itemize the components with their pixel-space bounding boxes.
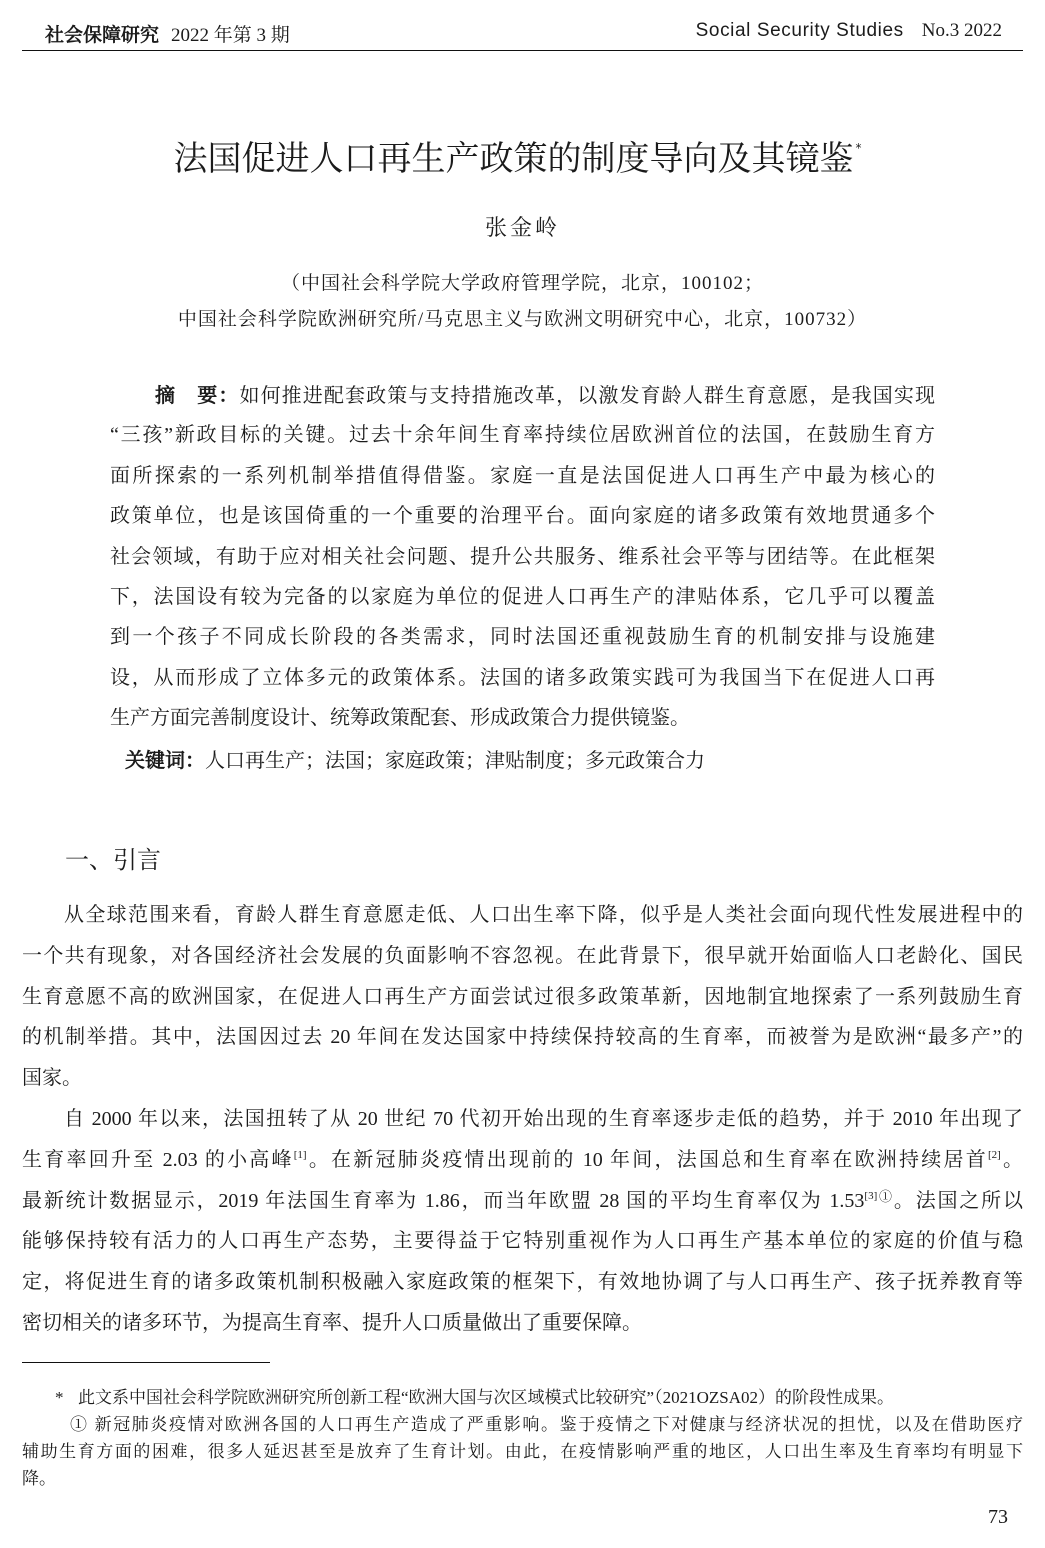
citation-2: [2] xyxy=(987,1148,1001,1161)
footnote-line: 降。 xyxy=(22,1469,56,1488)
footnote-marker: ① xyxy=(70,1415,87,1434)
keywords-label: 关键词： xyxy=(125,748,205,772)
paragraph-line: 生育意愿不高的欧洲国家，在促进人口再生产方面尝试过很多政策革新，因地制宜地探索了一系列鼓励生育 xyxy=(22,985,1023,1008)
paragraph-line: 的机制举措。其中，法国因过去 20 年间在发达国家中持续保持较高的生育率，而被誉为是欧洲“最多产”的 xyxy=(22,1026,1023,1049)
citation-3: [3] xyxy=(864,1189,878,1202)
abstract xyxy=(110,375,935,739)
body-text xyxy=(22,895,1023,1344)
abstract-line: 设，从而形成了立体多元的政策体系。法国的诸多政策实践可为我国当下在促进人口再 xyxy=(110,666,935,689)
footnotes xyxy=(22,1384,1023,1492)
affiliation-line: 中国社会科学院欧洲研究所/马克思主义与欧洲文明研究中心，北京，100732） xyxy=(177,309,868,330)
paragraph-line: 密切相关的诸多环节，为提高生育率、提升人口质量做出了重要保障。 xyxy=(22,1311,642,1334)
footnote xyxy=(22,1411,1023,1438)
abstract-line: 面所探索的一系列机制举措值得借鉴。家庭一直是法国促进人口再生产中最为核心的 xyxy=(110,464,935,487)
abstract-line: 社会领域，有助于应对相关社会问题、提升公共服务、维系社会平等与团结等。在此框架 xyxy=(110,545,935,568)
footnote-divider xyxy=(22,1362,270,1363)
abstract-label: 摘 要： xyxy=(155,383,240,407)
abstract-text: 如何推进配套政策与支持措施改革，以激发育龄人群生育意愿，是我国实现 xyxy=(239,385,935,407)
footnote-text: 新冠肺炎疫情对欧洲各国的人口再生产造成了严重影响。鉴于疫情之下对健康与经济状况的担忧，以及在借助医疗 xyxy=(93,1415,1023,1434)
author-name: 张金岭 xyxy=(484,215,560,240)
citation-1: [1] xyxy=(293,1148,307,1161)
footnote-line: 辅助生育方面的困难，很多人延迟甚至是放弃了生育计划。由此，在疫情影响严重的地区，人口出生率及生育率均有明显下 xyxy=(22,1442,1023,1461)
abstract-line xyxy=(110,375,935,415)
issue-cn: 2022 年第 3 期 xyxy=(171,25,290,46)
footnote-mark: ① xyxy=(877,1188,894,1204)
header-left xyxy=(45,20,290,47)
title-footnote-mark: * xyxy=(855,141,862,155)
journal-name-en: Social Security Studies xyxy=(695,20,904,41)
text-segment: 生育率回升至 2.03 的小高峰 xyxy=(22,1148,294,1171)
paper-title xyxy=(0,133,1035,185)
paragraph-line: 自 2000 年以来，法国扭转了从 20 世纪 70 代初开始出现的生育率逐步走低的趋势，并于 2010 年出现了 xyxy=(64,1107,1023,1130)
abstract-line: “三孩”新政目标的关键。过去十余年间生育率持续位居欧洲首位的法国，在鼓励生育方 xyxy=(110,424,935,447)
section-heading: 一、引言 xyxy=(65,846,161,874)
abstract-line: 生产方面完善制度设计、统筹政策配套、形成政策合力提供镜鉴。 xyxy=(110,707,690,730)
issue-en: No.3 2022 xyxy=(921,20,1002,41)
paragraph-line: 能够保持较有活力的人口再生产态势，主要得益于它特别重视作为人口再生产基本单位的家庭的价值与稳 xyxy=(22,1230,1023,1253)
footnote-marker: * xyxy=(55,1388,64,1407)
abstract-line: 政策单位，也是该国倚重的一个重要的治理平台。面向家庭的诸多政策有效地贯通多个 xyxy=(110,505,935,528)
paper-title-text: 法国促进人口再生产政策的制度导向及其镜鉴 xyxy=(173,139,854,179)
text-segment: 。法国之所以 xyxy=(893,1189,1023,1212)
keywords-text: 人口再生产；法国；家庭政策；津贴制度；多元政策合力 xyxy=(205,750,705,772)
paragraph-line: 一个共有现象，对各国经济社会发展的负面影响不容忽视。在此背景下，很早就开始面临人口老龄化、国民 xyxy=(22,944,1023,967)
text-segment: 。 xyxy=(1000,1148,1023,1171)
running-header xyxy=(22,16,1023,51)
abstract-line: 下，法国设有较为完备的以家庭为单位的促进人口再生产的津贴体系，它几乎可以覆盖 xyxy=(110,585,935,608)
footnote xyxy=(22,1384,1023,1411)
text-segment: 最新统计数据显示，2019 年法国生育率为 1.86，而当年欧盟 28 国的平均生育率仅为 1.53 xyxy=(22,1189,865,1212)
paragraph-line: 国家。 xyxy=(22,1067,82,1090)
affiliation-line: （中国社会科学院大学政府管理学院，北京，100102； xyxy=(280,273,764,294)
paragraph-line: 定，将促进生育的诸多政策机制积极融入家庭政策的框架下，有效地协调了与人口再生产、孩子抚养教育等 xyxy=(22,1271,1023,1294)
page-number: 73 xyxy=(988,1506,1008,1528)
abstract-line: 到一个孩子不同成长阶段的各类需求，同时法国还重视鼓励生育的机制安排与设施建 xyxy=(110,626,935,649)
paragraph-line xyxy=(22,1181,1023,1222)
header-right xyxy=(696,20,1002,42)
footnote-text: 此文系中国社会科学院欧洲研究所创新工程“欧洲大国与次区域模式比较研究”（2021OZSA02）的阶段性成果。 xyxy=(78,1388,894,1407)
text-segment: 。在新冠肺炎疫情出现前的 10 年间，法国总和生育率在欧洲持续居首 xyxy=(306,1148,988,1171)
paragraph-line xyxy=(22,1140,1023,1181)
journal-name-cn: 社会保障研究 xyxy=(45,24,160,46)
paragraph-line: 从全球范围来看，育龄人群生育意愿走低、人口出生率下降，似乎是人类社会面向现代性发展进程中的 xyxy=(64,904,1023,926)
keywords xyxy=(125,740,925,780)
